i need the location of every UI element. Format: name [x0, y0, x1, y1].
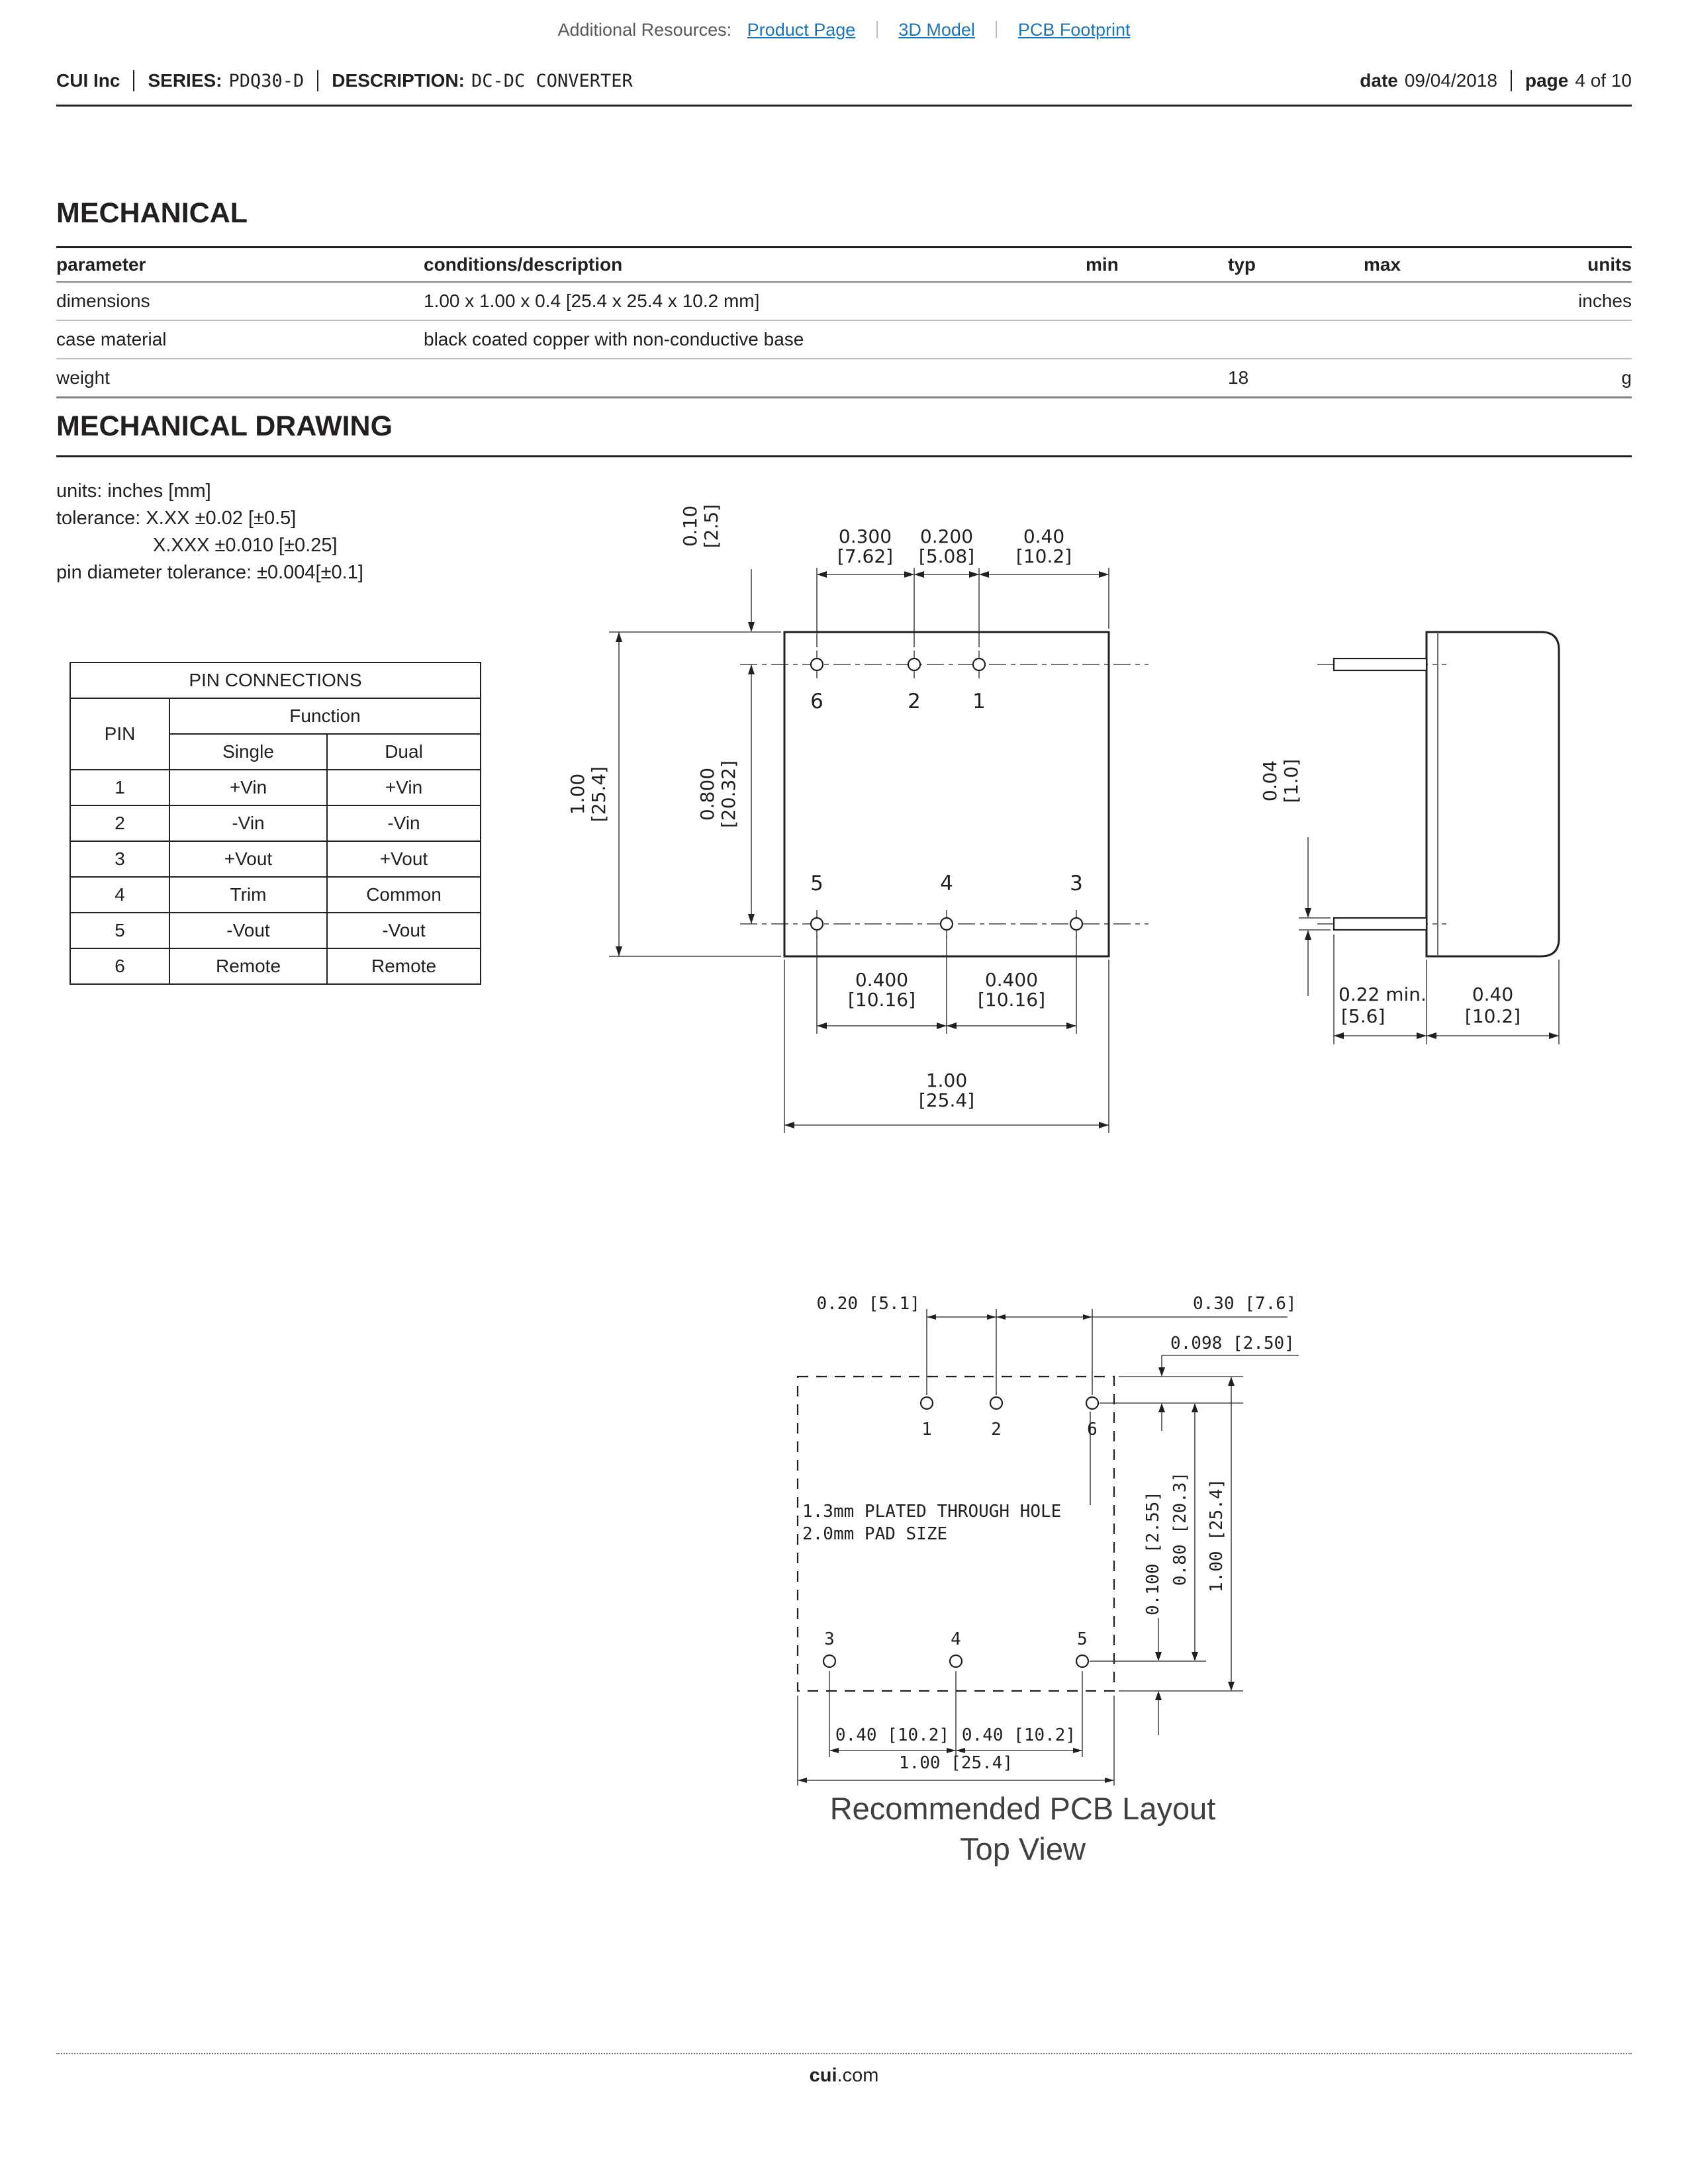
col-units: units: [1587, 254, 1632, 275]
col-typ: typ: [1228, 254, 1256, 275]
pcb-bottom-dimensions: [798, 1671, 1114, 1786]
doc-info-left: [56, 70, 633, 91]
bottom-dimensions: [784, 936, 1109, 1133]
col-min: min: [1086, 254, 1119, 275]
pin-row: [70, 770, 481, 805]
pcb-footprint-link[interactable]: PCB Footprint: [1017, 20, 1131, 40]
divider: [317, 70, 318, 91]
description-value: DC-DC CONVERTER: [471, 70, 633, 91]
left-dimensions: [567, 504, 781, 956]
date-label: date: [1360, 70, 1398, 91]
pin-table-title-row: [70, 662, 481, 698]
pcb-layout-drawing: [761, 1257, 1370, 1787]
cell-units: g: [1621, 367, 1632, 388]
dim-0400b-mm: [10.16]: [977, 989, 1046, 1011]
single-header: Single: [169, 734, 327, 770]
pcb-right-dimensions: [1090, 1377, 1243, 1735]
dim-040-mm: [10.2]: [1015, 545, 1072, 567]
pin-number: 1: [70, 770, 169, 805]
col-parameter: parameter: [56, 254, 146, 275]
resources-label: Additional Resources:: [557, 20, 732, 40]
pin-number: 4: [70, 877, 169, 913]
page-value: 4 of 10: [1575, 70, 1632, 91]
table-row-weight: [56, 359, 1632, 398]
hole-label-3: 3: [824, 1629, 835, 1649]
dim-0100: 0.100 [2.55]: [1143, 1491, 1163, 1615]
divider: [133, 70, 134, 91]
dim-040b: 0.40 [10.2]: [961, 1725, 1076, 1745]
pin-single: Trim: [169, 877, 327, 913]
page-label: page: [1525, 70, 1569, 91]
package-top-view: [740, 632, 1149, 956]
dim-0300-mm: [7.62]: [837, 545, 894, 567]
mechanical-drawing-section-title: MECHANICAL DRAWING: [56, 410, 393, 442]
cell-conditions: black coated copper with non-conductive base: [424, 329, 804, 349]
resources-bar: [0, 20, 1688, 40]
dim-020: 0.20 [5.1]: [816, 1294, 920, 1314]
pad-size-note: 2.0mm PAD SIZE: [802, 1524, 948, 1544]
top-dimensions: [817, 525, 1109, 647]
pin-label-4: 4: [940, 872, 953, 895]
dim-100h-mm: [25.4]: [588, 766, 610, 823]
table-row-dimensions: [56, 283, 1632, 321]
package-side-view: [1317, 632, 1559, 956]
pcb-caption: [758, 1788, 1288, 1869]
product-page-link[interactable]: Product Page: [747, 20, 856, 40]
hole-label-2: 2: [991, 1420, 1002, 1439]
note-pin-tolerance: pin diameter tolerance: ±0.004[±0.1]: [56, 562, 363, 583]
drawing-notes: [56, 478, 363, 586]
dual-header: Dual: [327, 734, 481, 770]
pin-label-1: 1: [972, 690, 986, 713]
dim-0400a-in: 0.400: [855, 969, 909, 991]
dim-004-mm: [1.0]: [1280, 758, 1302, 803]
cell-units: inches: [1578, 291, 1632, 311]
pin-table-function-row: [70, 698, 481, 734]
dim-040side-mm: [10.2]: [1464, 1005, 1521, 1027]
dim-080: 0.80 [20.3]: [1170, 1471, 1190, 1586]
pcb-top-dimensions: [816, 1294, 1299, 1431]
table-row-case-material: [56, 321, 1632, 359]
company-name: CUI Inc: [56, 70, 120, 91]
dim-0800-in: 0.800: [696, 767, 718, 821]
dim-022-mm: [5.6]: [1341, 1005, 1385, 1027]
date-value: 09/04/2018: [1404, 70, 1497, 91]
dim-040side-in: 0.40: [1472, 983, 1514, 1005]
pin-dual: -Vout: [327, 913, 481, 948]
pin-single: Remote: [169, 948, 327, 984]
mechanical-section-title: MECHANICAL: [56, 197, 248, 229]
pin-row: [70, 948, 481, 984]
cell-parameter: case material: [56, 329, 167, 349]
pin-number: 3: [70, 841, 169, 877]
dim-010-in: 0.10: [679, 505, 701, 547]
dim-0200-mm: [5.08]: [918, 545, 975, 567]
dim-0400a-mm: [10.16]: [847, 989, 916, 1011]
pin-number: 6: [70, 948, 169, 984]
pin-header: PIN: [70, 698, 169, 770]
note-tolerance-1: tolerance: X.XX ±0.02 [±0.5]: [56, 508, 297, 529]
pin-dual: +Vout: [327, 841, 481, 877]
cell-conditions: 1.00 x 1.00 x 0.4 [25.4 x 25.4 x 10.2 mm]: [424, 291, 760, 311]
dim-100w-in: 1.00: [925, 1069, 968, 1091]
mechanical-drawing: [530, 463, 1655, 1171]
pin-number: 2: [70, 805, 169, 841]
dim-004-in: 0.04: [1259, 760, 1281, 802]
pin-dual: +Vin: [327, 770, 481, 805]
3d-model-link[interactable]: 3D Model: [898, 20, 975, 40]
pin-row: [70, 877, 481, 913]
dim-0300-in: 0.300: [838, 525, 892, 547]
side-dimensions: [1259, 759, 1559, 1044]
dim-0098: 0.098 [2.50]: [1170, 1334, 1295, 1353]
note-units: units: inches [mm]: [56, 480, 211, 502]
series-label: SERIES:: [148, 70, 222, 91]
pin-dual: Common: [327, 877, 481, 913]
dim-022-in: 0.22 min.: [1338, 983, 1427, 1005]
pin-single: +Vin: [169, 770, 327, 805]
dim-100h: 1.00 [25.4]: [898, 1753, 1013, 1773]
pcb-caption-line1: Recommended PCB Layout: [829, 1791, 1216, 1826]
doc-info-right: [1360, 70, 1632, 91]
mechanical-table-header: [56, 246, 1632, 283]
dim-100w-mm: [25.4]: [918, 1089, 975, 1111]
dim-0200-in: 0.200: [919, 525, 974, 547]
function-header: Function: [169, 698, 481, 734]
footer-divider: [56, 2053, 1632, 2054]
mechanical-table: [56, 246, 1632, 398]
description-label: DESCRIPTION:: [332, 70, 465, 91]
pcb-caption-line2: Top View: [960, 1831, 1086, 1866]
hole-label-6: 6: [1087, 1420, 1098, 1439]
pin-single: +Vout: [169, 841, 327, 877]
pin-row: [70, 805, 481, 841]
series-value: PDQ30-D: [228, 70, 305, 91]
pin-dual: Remote: [327, 948, 481, 984]
pin-connections-table: [70, 662, 481, 985]
pin-single: -Vout: [169, 913, 327, 948]
hole-label-1: 1: [921, 1420, 932, 1439]
footer-brand: cui: [809, 2065, 837, 2086]
pin-number: 5: [70, 913, 169, 948]
cell-parameter: dimensions: [56, 291, 150, 311]
pin-label-3: 3: [1070, 872, 1083, 895]
section-divider: [56, 455, 1632, 457]
note-tolerance-2: X.XXX ±0.010 [±0.25]: [153, 535, 338, 556]
pin-dual: -Vin: [327, 805, 481, 841]
pin-label-5: 5: [810, 872, 823, 895]
dim-010-mm: [2.5]: [700, 504, 722, 549]
plated-hole-note: 1.3mm PLATED THROUGH HOLE: [802, 1502, 1062, 1522]
footer-domain: .com: [837, 2065, 879, 2086]
footer: [0, 2065, 1688, 2087]
pin-single: -Vin: [169, 805, 327, 841]
pin-table-title: PIN CONNECTIONS: [70, 662, 481, 698]
cell-parameter: weight: [56, 367, 110, 388]
pin-label-6: 6: [810, 690, 823, 713]
cell-typ: 18: [1228, 367, 1249, 388]
hole-label-5: 5: [1077, 1629, 1088, 1649]
dim-040a: 0.40 [10.2]: [835, 1725, 950, 1745]
col-max: max: [1364, 254, 1401, 275]
hole-label-4: 4: [951, 1629, 961, 1649]
dim-0400b-in: 0.400: [984, 969, 1039, 991]
doc-info-bar: [56, 70, 1632, 91]
col-conditions: conditions/description: [424, 254, 623, 275]
dim-100v: 1.00 [25.4]: [1207, 1478, 1227, 1593]
pcb-outline: [798, 1377, 1114, 1691]
dim-040-in: 0.40: [1023, 525, 1065, 547]
pin-label-2: 2: [908, 690, 921, 713]
dim-0800-mm: [20.32]: [718, 760, 739, 829]
pin-row: [70, 913, 481, 948]
pin-row: [70, 841, 481, 877]
separator: [996, 21, 997, 38]
dim-100h-in: 1.00: [567, 773, 588, 815]
divider: [1511, 70, 1512, 91]
dim-030: 0.30 [7.6]: [1193, 1294, 1297, 1314]
header-divider: [56, 105, 1632, 107]
separator: [876, 21, 878, 38]
